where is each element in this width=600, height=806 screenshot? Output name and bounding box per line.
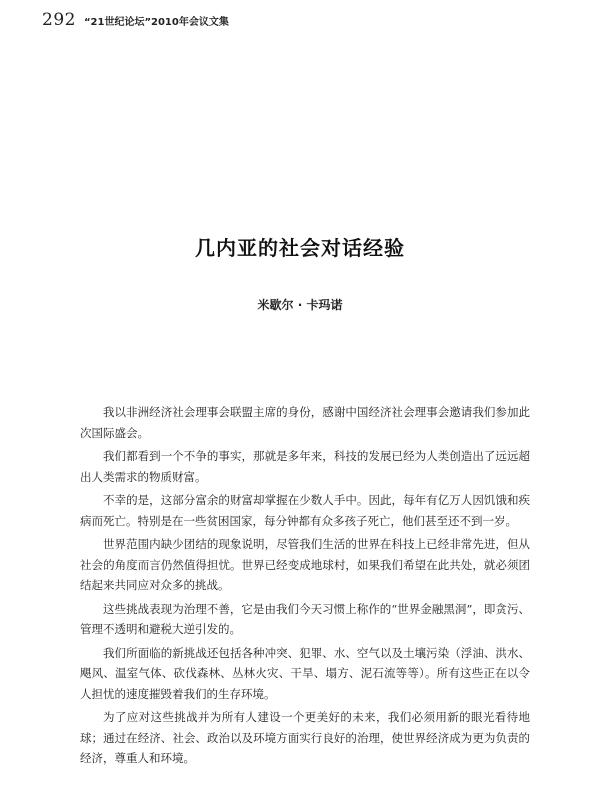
paragraph: 不幸的是，这部分富余的财富却掌握在少数人手中。因此，每年有亿万人因饥饿和疾病而死亡。特别是在一些贫困国家，每分钟都有众多孩子死亡，他们甚至还不到一岁。 bbox=[80, 493, 530, 528]
paragraph: 这些挑战表现为治理不善，它是由我们今天习惯上称作的“世界金融黑洞”，即贪污、管理不透明和避税大逆引发的。 bbox=[80, 601, 530, 636]
article-body bbox=[80, 402, 530, 772]
paragraph: 我们都看到一个不争的事实，那就是多年来，科技的发展已经为人类创造出了远远超出人类需求的物质财富。 bbox=[80, 449, 530, 484]
paragraph: 我们所面临的新挑战还包括各种冲突、犯罪、水、空气以及土壤污染（浮油、洪水、飓风、温室气体、砍伐森林、丛林火灾、干旱、塌方、泥石流等等）。所有这些正在以令人担忧的速度摧毁着我们的生存环境。 bbox=[80, 645, 530, 701]
author-name: 米歇尔 · 卡玛诺 bbox=[257, 298, 343, 312]
paragraph: 世界范围内缺少团结的现象说明，尽管我们生活的世界在科技上已经非常先进，但从社会的角度而言仍然值得担忧。世界已经变成地球村，如果我们希望在此共处，就必须团结起来共同应对众多的挑战。 bbox=[80, 537, 530, 592]
series-title: “21世纪论坛”2010年会议文集 bbox=[83, 17, 229, 28]
paragraph: 为了应对这些挑战并为所有人建设一个更美好的未来，我们必须用新的眼光看待地球；通过在经济、社会、政治以及环境方面实行良好的治理，使世界经济成为更为负责的经济，尊重人和环境。 bbox=[80, 710, 530, 765]
running-head bbox=[42, 10, 229, 30]
article-title: 几内亚的社会对话经验 bbox=[195, 236, 405, 260]
paragraph: 我以非洲经济社会理事会联盟主席的身份，感谢中国经济社会理事会邀请我们参加此次国际盛会。 bbox=[80, 405, 530, 440]
page-number: 292 bbox=[42, 10, 76, 30]
